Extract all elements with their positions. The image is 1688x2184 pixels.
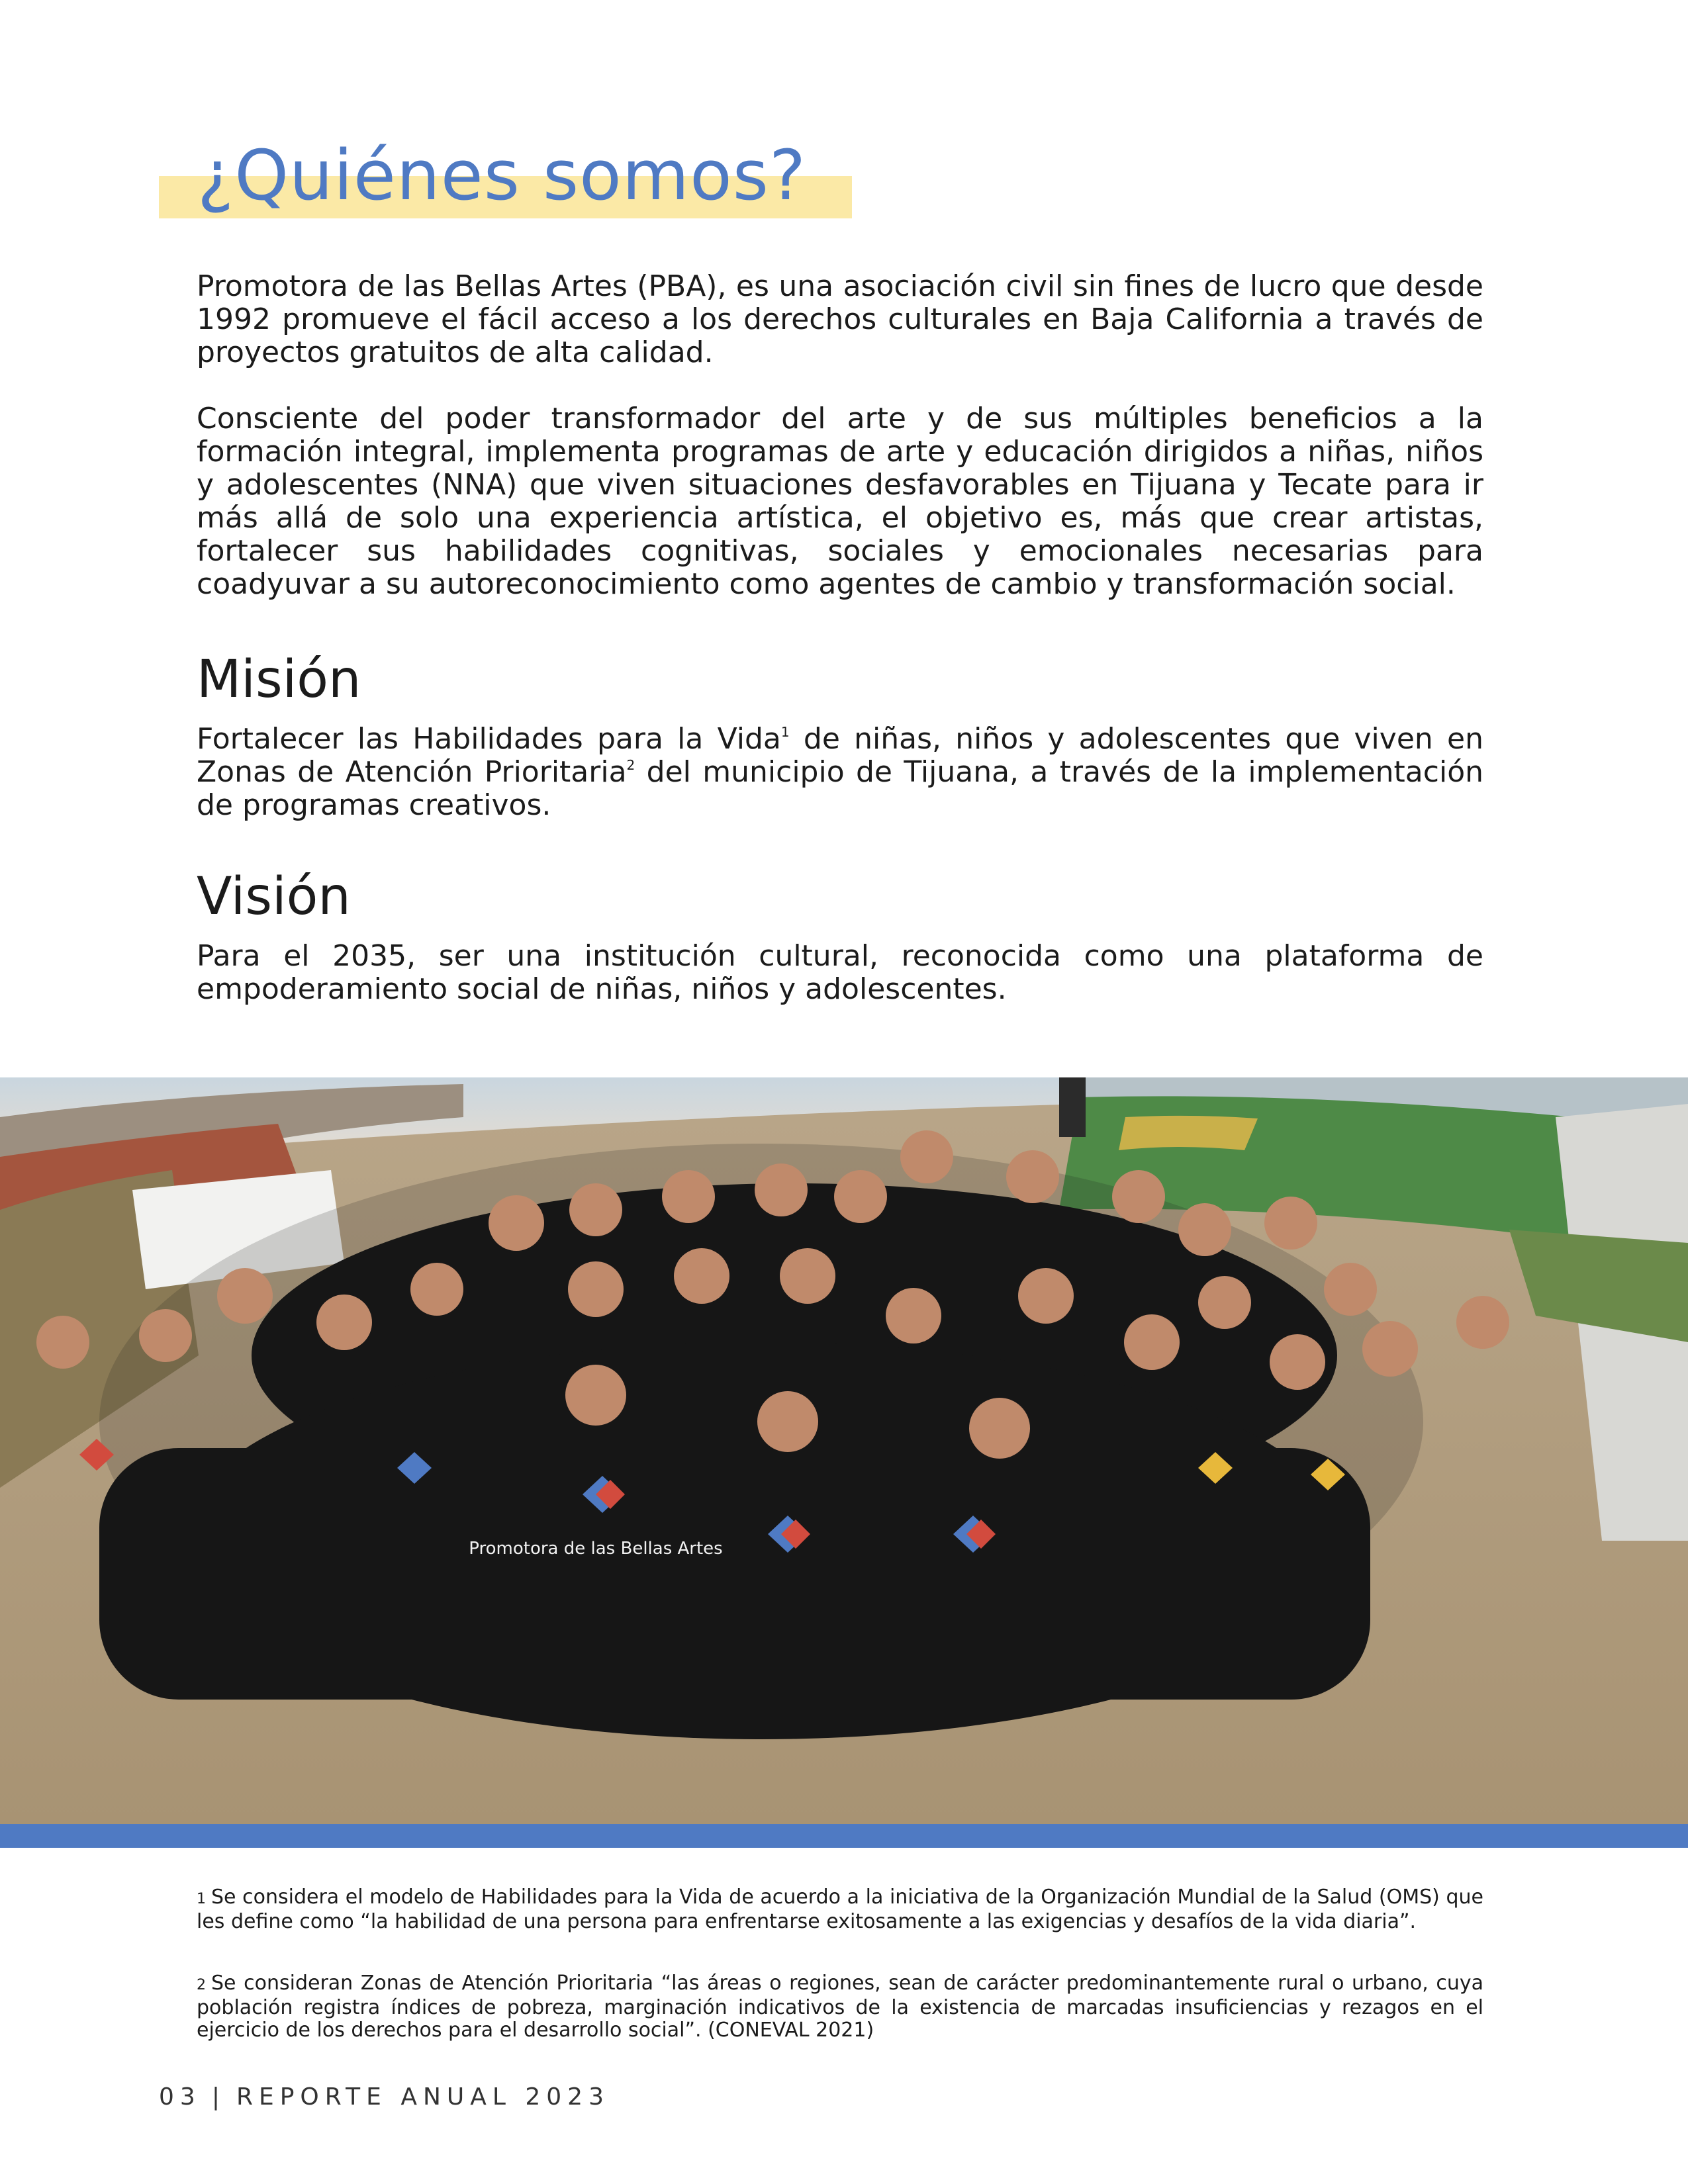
footnote-2 bbox=[197, 1972, 1483, 2042]
page-footer bbox=[159, 2083, 610, 2111]
about-paragraph-1: Promotora de las Bellas Artes (PBA), es una asociación civil sin fines de lucro que desde 1992 promueve el fácil acceso a los derechos culturales en Baja California a través de proyectos gratuitos de alta calidad. bbox=[197, 269, 1483, 369]
footnote-ref-2: 2 bbox=[626, 757, 635, 773]
vision-heading: Visión bbox=[197, 867, 351, 927]
mision-text-b: de niñas, niños y adolescentes que viven en Zonas de Atención Prioritaria bbox=[197, 722, 1483, 789]
title-block bbox=[159, 130, 854, 222]
accent-bar bbox=[0, 1824, 1688, 1848]
vision-text: Para el 2035, ser una institución cultural, reconocida como una plataforma de empoderamiento social de niñas, niños y adolescentes. bbox=[197, 939, 1483, 1006]
page-number: 03 bbox=[159, 2083, 201, 2111]
about-paragraph-2: Consciente del poder transformador del arte y de sus múltiples beneficios a la formación integral, implementa programas de arte y educación dirigidos a niñas, niños y adolescentes (NNA) que viven situaciones desfavorables en Tijuana y Tecate para ir más allá de solo una experiencia artística, el objetivo es, más que crear artistas, fortalecer sus habilidades cognitivas, sociales y emocionales necesarias para coadyuvar a su autoreconocimiento como agentes de cambio y transformación social. bbox=[197, 402, 1483, 601]
footer-separator: | bbox=[211, 2083, 226, 2111]
mision-text bbox=[197, 723, 1483, 822]
report-label: REPORTE ANUAL 2023 bbox=[236, 2083, 610, 2111]
footnote-2-text: Se consideran Zonas de Atención Prioritaria “las áreas o regiones, sean de carácter predominantemente rural o urbano, cuya población registra índices de pobreza, marginación indicativos de la existencia de marcadas insuficiencias y rezagos en el ejercicio de los derechos para el desarrollo social”. (CONEVAL 2021) bbox=[197, 1972, 1483, 2042]
footnote-1-number: 1 bbox=[197, 1891, 206, 1907]
page-title: ¿Quiénes somos? bbox=[197, 135, 807, 216]
mision-heading: Misión bbox=[197, 650, 361, 709]
footnote-2-number: 2 bbox=[197, 1977, 206, 1993]
mision-text-a: Fortalecer las Habilidades para la Vida bbox=[197, 722, 781, 756]
shirt-logo-text: Promotora de las Bellas Artes bbox=[469, 1539, 723, 1559]
footnote-1-text: Se considera el modelo de Habilidades para la Vida de acuerdo a la iniciativa de la Organización Mundial de la Salud (OMS) que les define como “la habilidad de una persona para enfrentarse exitosamente a las exigencias y desafíos de la vida diaria”. bbox=[197, 1886, 1483, 1933]
group-photo bbox=[0, 1077, 1688, 1824]
group-photo-illustration bbox=[0, 1077, 1688, 1824]
footnote-1 bbox=[197, 1886, 1483, 1933]
footnote-ref-1: 1 bbox=[780, 724, 790, 740]
mision-text-c: del municipio de Tijuana, a través de la implementación de programas creativos. bbox=[197, 755, 1483, 822]
